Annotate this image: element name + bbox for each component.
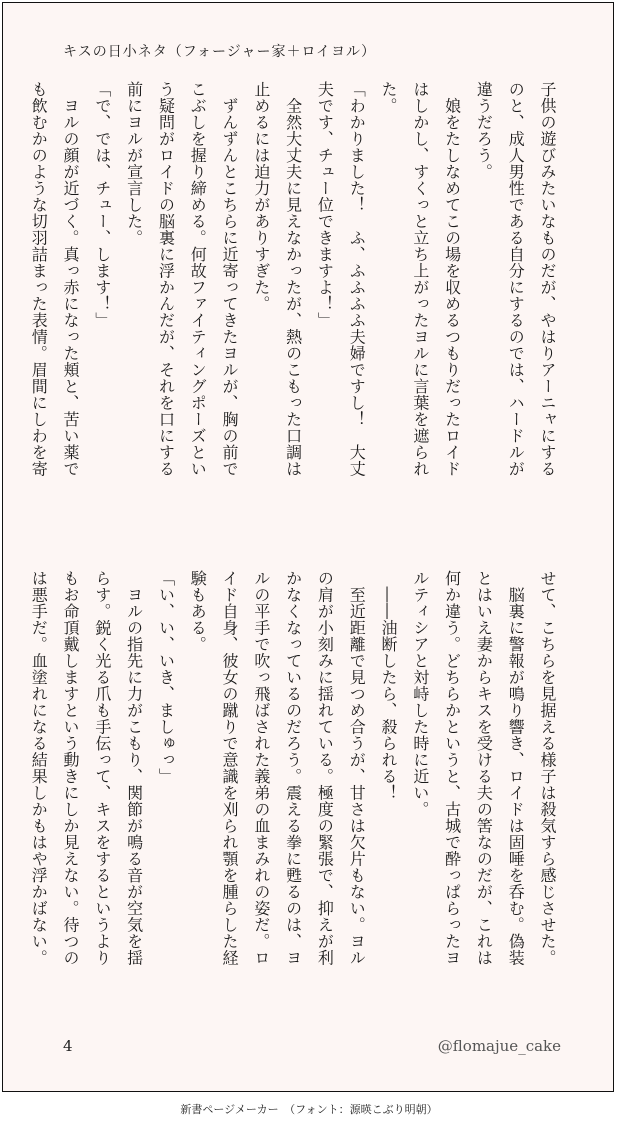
page-number: 4 — [63, 1037, 73, 1055]
text-line: ルティシアと対峙した時に近い。 — [410, 570, 430, 818]
text-line: 脳裏に警報が鳴り響き、ロイドは固唾を呑む。偽装 — [506, 570, 526, 966]
text-line: もお命頂戴しますという動きにしか見えない。待つの — [61, 570, 81, 966]
text-line: ずんずんとこちらに近寄ってきたヨルが、胸の前で — [220, 81, 240, 477]
text-line: 「で、では、チュー、します！」 — [92, 81, 112, 329]
text-line: 前にヨルが宣言した。 — [124, 81, 144, 246]
text-line: せて、こちらを見据える様子は殺気すら感じさせた。 — [538, 570, 557, 966]
author-handle: @flomajue_cake — [437, 1037, 561, 1055]
text-line: のと、成人男性である自分にするのでは、ハードルが — [506, 81, 526, 477]
text-line: 何か違う。どちらかというと、古城で酔っぱらったヨ — [442, 570, 462, 966]
text-line: 娘をたしなめてこの場を収めるつもりだったロイド — [442, 81, 462, 477]
text-line: ――油断したら、殺られる！ — [379, 570, 399, 801]
text-line: 止めるには迫力がありすぎた。 — [251, 81, 271, 312]
text-line: 「い、い、いき、ましゅっ」 — [156, 570, 176, 785]
text-line: う疑問がロイドの脳裏に浮かんだが、それを口にする — [156, 81, 176, 477]
text-line: ヨルの指先に力がこもり、関節が鳴る音が空気を揺 — [124, 570, 144, 966]
text-line: 験もある。 — [188, 570, 208, 653]
page-header-title: キスの日小ネタ（フォージャー家＋ロイヨル） — [63, 44, 377, 60]
footer-credit: 新書ページメーカー （フォント：源暎こぶり明朝） — [180, 1103, 438, 1116]
text-line: かなくなっているのだろう。震える拳に甦るのは、ヨ — [283, 570, 303, 966]
text-line: は悪手だ。血塗れになる結果しかもはや浮かばない。 — [29, 570, 49, 966]
text-line: 違うだろう。 — [474, 81, 494, 180]
text-line: も飲むかのような切羽詰まった表情。眉間にしわを寄 — [29, 81, 49, 477]
text-line: の肩が小刻みに揺れている。極度の緊張で、抑えが利 — [315, 570, 335, 966]
text-line: はしかし、すくっと立ち上がったヨルに言葉を遮られ — [410, 81, 430, 477]
text-line: とはいえ妻からキスを受ける夫の筈なのだが、これは — [474, 570, 494, 966]
text-line: 「わかりました！ ふ、ふふふふ夫婦ですし！ 大丈 — [347, 81, 367, 477]
lower-text-block — [29, 570, 563, 1000]
text-line: 子供の遊びみたいなものだが、やはりアーニャにする — [538, 81, 557, 477]
text-line: 全然大丈夫に見えなかったが、熱のこもった口調は — [283, 81, 303, 477]
text-line: ヨルの顔が近づく。真っ赤になった頬と、苦い薬で — [61, 81, 81, 477]
text-line: こぶしを握り締める。何故ファイティングポーズとい — [188, 81, 208, 477]
text-line: 至近距離で見つめ合うが、甘さは欠片もない。ヨル — [347, 570, 367, 966]
book-page — [2, 2, 614, 1092]
text-line: イド自身、彼女の蹴りで意識を刈られ顎を腫らした経 — [220, 570, 240, 966]
text-line: た。 — [379, 81, 399, 114]
upper-text-block — [29, 81, 563, 511]
text-line: らす。鋭く光る爪も手伝って、キスをするというより — [92, 570, 112, 966]
text-line: 夫です、チュー位できますよ！」 — [315, 81, 335, 329]
text-line: ルの平手で吹っ飛ばされた義弟の血まみれの姿だ。ロ — [251, 570, 271, 966]
